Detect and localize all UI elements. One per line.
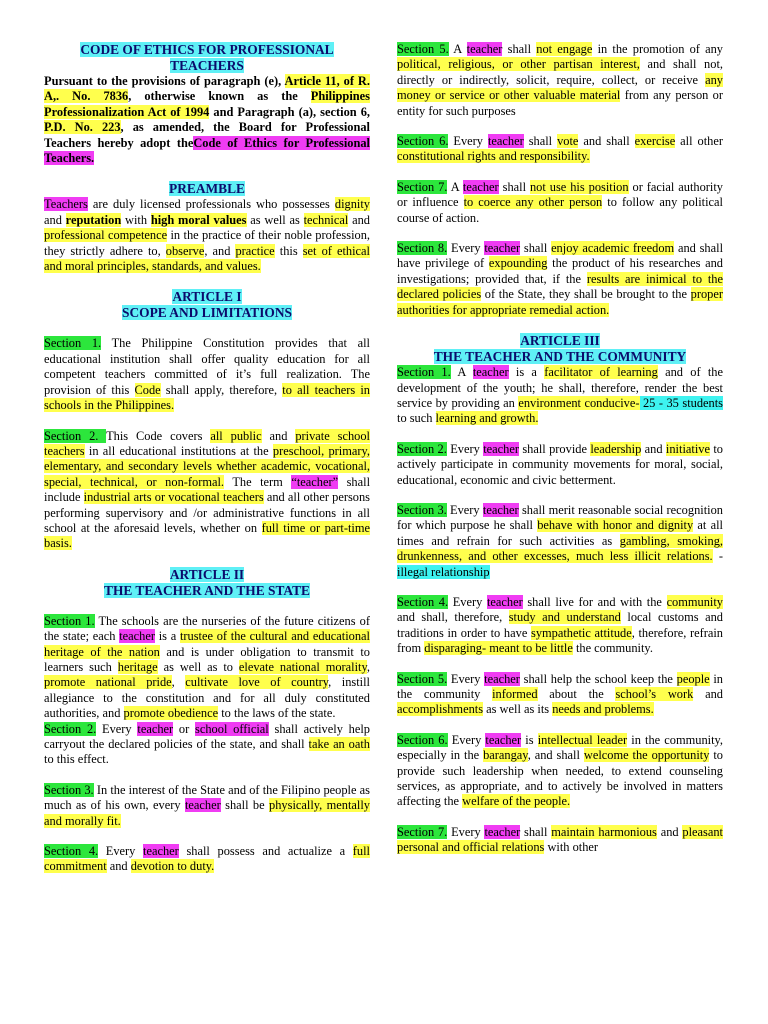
text-run: teacher [486,594,523,609]
text-run: with other [544,840,599,855]
text-run: practice [235,243,275,258]
text-run: Every [446,441,484,456]
text-run: gambling, smoking, drunkenness, and other excesses, much less illicit [397,533,723,564]
text-run: - [712,549,723,564]
section-label: Section 6. [397,732,448,747]
text-run: promote national pride [44,675,172,690]
article-2-section-7 [397,180,723,226]
text-run: illegal relationship [397,564,490,579]
text-run: teacher [483,441,519,456]
text-run: initiative [665,441,710,456]
text-run: , and shall [527,748,584,763]
text-run: results are inimical to the declared policies [397,271,723,302]
text-run: , [171,675,186,690]
section-label: Section 7. [397,179,448,194]
text-run: heritage [117,659,158,674]
text-run: to the laws of the state. [218,706,336,721]
text-run: professional competence [44,228,168,243]
text-run: The schools are the nurseries of the future citizens of the state; each [44,613,370,644]
text-run: shall actively help carryout the declared policies of the state, and shall [44,721,370,751]
article-1-section-2 [44,429,370,552]
text-run: Article 11, of R. A,. No. 7836 [44,74,370,104]
text-run: is [521,732,538,747]
text-run: , therefore, refrain from [397,625,723,656]
text-run: intellectual leader [537,732,628,747]
article-1-section-1 [44,336,370,413]
text-run: industrial arts or vocational teachers [83,490,264,505]
text-run: teacher [484,824,521,839]
text-run: facilitator of learning [544,365,658,380]
section-label: Section 4. [44,844,99,859]
text-run: A [448,42,467,56]
text-run: Every [447,671,485,686]
text-run: shall [502,42,537,56]
text-run: school official [195,721,269,736]
text-run: to coerce any other person [463,195,603,210]
text-run: local customs and traditions in order to have [397,610,723,640]
article-2-section-8 [397,241,723,318]
text-run: and is under obligation to transmit to learners such [44,644,371,674]
text-run: Philippines Professionalization Act of 1994 [44,89,370,119]
text-run: and [641,441,666,456]
text-run: to such [397,411,436,426]
text-run: at all times and refrain for such activities as [397,518,723,548]
text-run: full commitment [44,844,371,874]
text-run: constitutional rights and responsibility. [397,149,590,164]
text-run: needs and problems. [552,702,654,717]
section-label: Section 1. [44,613,95,628]
text-run: about the [537,687,616,701]
text-run: shall apply, therefore, [160,382,283,397]
text-run: shall [498,179,530,194]
text-run: study and understand [508,610,621,625]
text-run: pleasant personal and official relations [397,824,723,855]
text-run: in the practice of their noble profession, they strictly adhere to, [44,228,371,258]
text-run: to follow any political course of action. [397,195,723,225]
article-2-section-2 [44,722,370,768]
text-run: political, religious, or other partisan interest, [397,57,640,72]
text-run: enjoy academic freedom [551,241,675,256]
text-run: as well as to [157,659,239,674]
text-run: set of ethical and moral principles, standards, and values. [44,243,370,274]
text-run: is a [154,629,180,644]
document-title [44,42,370,74]
text-run: in the community, especially in the [397,732,724,763]
article-3-section-5 [397,672,723,718]
article-3-section-3 [397,503,723,580]
text-run: school’s work [615,687,694,701]
text-run: cultivate love of country [185,675,329,690]
text-run: sympathetic attitude [531,625,632,640]
text-run: preschool, primary, elementary, and secondary levels whether academic, vocational, special, technical, or non-formal. [44,443,370,489]
text-run: physically, mentally and morally fit. [44,798,371,828]
text-run: Code of Ethics for Professional Teachers. [44,135,370,166]
text-run: shall [520,824,552,839]
section-label: Section 5. [397,671,448,686]
text-run: teacher [484,241,521,256]
text-run: devotion to duty. [130,859,215,874]
text-run: people [676,671,710,686]
text-run: expounding [488,256,548,271]
text-run: Every [448,134,488,149]
text-run: Every [447,241,485,256]
text-run: from any person or entity for such purposes [397,88,723,118]
text-run: Every [98,844,144,859]
text-run: In the interest of the State and of the Filipino people as much as of his own, every [44,782,371,813]
text-run: promote obedience [123,706,219,721]
article-3-section-7 [397,825,723,856]
text-run: teacher [466,42,503,56]
text-run: , otherwise known as the [128,89,311,104]
document-title-line2: TEACHERS [170,58,244,73]
text-run: behave with honor and dignity [537,518,694,533]
text-run: relations. [660,549,713,564]
text-run: community [666,594,724,609]
section-label: Section 1. [44,336,102,351]
text-run: learning and growth. [435,411,539,426]
preamble-paragraph [44,197,370,274]
text-run: barangay [483,748,528,763]
text-run: in all educational institutions at the [84,443,273,458]
text-run: technical [303,212,349,227]
text-run: dignity [334,197,370,212]
text-run: this [274,243,303,258]
text-run: A [450,365,473,380]
article-3-section-2 [397,442,723,488]
text-run: informed [492,687,538,701]
text-run: “teacher” [291,474,339,489]
text-run: as well as its [483,702,553,717]
text-run: teacher [472,365,509,380]
text-run: or facial authority or influence [397,179,723,210]
text-run: and [106,859,131,874]
text-run: teacher [143,844,179,859]
text-run: shall merit reasonable social recognition for which purpose he shall [397,502,723,533]
text-run: teacher [462,179,499,194]
text-run: or [173,721,196,736]
text-run: A [447,179,463,194]
text-run: accomplishments [397,702,484,717]
document-title-line1: CODE OF ETHICS FOR PROFESSIONAL [80,42,334,57]
article-1-heading: ARTICLE I SCOPE AND LIMITATIONS [122,289,292,321]
article-2-heading: ARTICLE II THE TEACHER AND THE STATE [104,566,310,598]
section-label: Section 2. [44,428,107,443]
article-2-section-5 [397,42,723,119]
section-label: Section 1. [397,365,451,380]
text-run: teacher [484,671,520,686]
text-run: and [261,428,296,443]
text-run: Every [446,502,483,517]
section-label: Section 6. [397,134,449,149]
text-run: with [121,212,151,227]
text-run: teacher [184,798,221,813]
text-run: take an oath [308,737,370,751]
left-column [44,42,370,875]
text-run: leadership [590,441,642,456]
text-run: , and [204,243,236,258]
text-run: teacher [119,629,155,644]
text-run: Every [448,594,487,609]
text-run: Every [447,732,486,747]
article-3-section-6 [397,733,723,810]
text-run: shall [523,134,558,149]
article-3-heading: ARTICLE III THE TEACHER AND THE COMMUNITY [433,333,687,365]
text-run: Every [447,824,485,839]
text-run: Every [96,721,138,736]
text-run: teacher [485,732,522,747]
text-run: This Code covers [106,428,211,443]
text-run: and of the development of the youth; he shall, therefore, render the best service by providing an [397,365,723,410]
text-run: teacher [137,721,174,736]
text-run: teacher [487,134,524,149]
text-run: to provide such leadership when needed, to extend counseling services, as appropriate, and to actively be involved in matters affecting the [397,748,723,809]
text-run: all other [675,134,723,149]
text-run: shall provide [518,441,591,456]
text-run: maintain harmonious [551,824,657,839]
text-run: 25 - 35 students [639,395,723,410]
text-run: and [656,824,683,839]
text-run: and [693,687,723,701]
text-run: shall include [44,474,371,505]
text-run: disparaging- meant to be little [424,641,573,656]
text-run: welcome the opportunity [583,748,710,763]
text-run: and Paragraph (a), section 6, [209,104,370,119]
text-run: private school teachers [44,428,370,458]
text-run: exercise [634,134,676,149]
text-run: observe [165,243,205,258]
intro-paragraph [44,74,370,166]
text-run: elevate national morality [238,659,367,674]
text-run: full time or part-time basis. [44,520,370,551]
text-run: to this effect. [44,752,109,767]
section-label: Section 2. [44,721,97,736]
text-run: shall [520,241,552,256]
text-run: and shall have privilege of [397,241,724,271]
text-run: The term [224,474,292,489]
section-label: Section 4. [397,594,449,609]
text-run: in the community [397,671,723,701]
text-run: and shall not, directly or indirectly, solicit, require, collect, or receive [397,57,723,87]
article-3-section-1 [397,365,723,427]
text-run: and shall, therefore, [397,610,509,625]
section-label: Section 3. [397,502,447,517]
text-run: of the State, they shall be brought to the [481,287,691,302]
text-run: environment conducive- [518,395,640,410]
article-2-section-6 [397,134,723,165]
article-3-section-4 [397,595,723,657]
text-run: is a [508,365,545,380]
text-run: high moral values [150,212,247,227]
text-run: proper authorities for appropriate remedial action. [397,287,723,317]
text-run: not engage [536,42,593,56]
text-run: P.D. No. 223 [44,120,121,135]
text-run: vote [557,134,579,149]
text-run: are duly licensed professionals who possesses [87,197,335,212]
section-label: Section 2. [397,441,447,456]
text-run: the community. [572,641,653,656]
text-run: shall live for and with the [522,594,667,609]
right-column [397,42,723,856]
text-run: Pursuant to the provisions of paragraph (e), [44,74,285,88]
text-run: Code [134,382,161,397]
section-label: Section 3. [44,782,94,797]
text-run: shall be [220,798,270,813]
text-run: shall help the school keep the [519,671,677,686]
text-run: any money or service or other valuable material [397,72,723,103]
text-run: all public [210,428,262,443]
text-run: welfare of the people. [462,794,571,809]
text-run: trustee of the cultural and educational heritage of the nation [44,629,370,659]
text-run: to actively participate in community movements for moral, social, educational, economic and civic betterment. [397,441,723,487]
text-run: The Philippine Constitution provides that all educational institution shall offer quality education for all competent teachers committed of it’s full realization. The provision of this [44,336,370,397]
article-2-section-1 [44,614,370,722]
article-2-section-3 [44,783,370,829]
text-run: and all other persons performing supervisory and /or administrative functions in all school at the aforesaid levels, whether on [44,490,370,535]
text-run: and [44,212,66,227]
text-run: the product of his researches and investigations; provided that, if the [397,256,724,286]
preamble-heading: PREAMBLE [169,181,245,197]
text-run: teacher [482,502,519,517]
text-run: and [348,212,370,227]
section-label: Section 8. [397,241,448,256]
text-run: in the promotion of any [592,42,724,56]
section-label: Section 7. [397,824,448,839]
text-run: Teachers [44,197,88,212]
text-run: to all teachers in schools in the Philippines. [44,382,370,413]
text-run: reputation [65,212,122,227]
text-run: , instill allegiance to the constitution and for all duly constituted authorities, and [44,675,370,721]
text-run: not use his position [529,179,629,194]
text-run: , as amended, the Board for Professional Teachers hereby adopt the [44,120,370,150]
article-2-section-4 [44,844,370,875]
text-run: shall possess and actualize a [178,844,353,859]
text-run: , [366,659,370,674]
text-run: as well as [246,212,304,227]
text-run: and shall [578,134,635,149]
section-label: Section 5. [397,42,449,56]
